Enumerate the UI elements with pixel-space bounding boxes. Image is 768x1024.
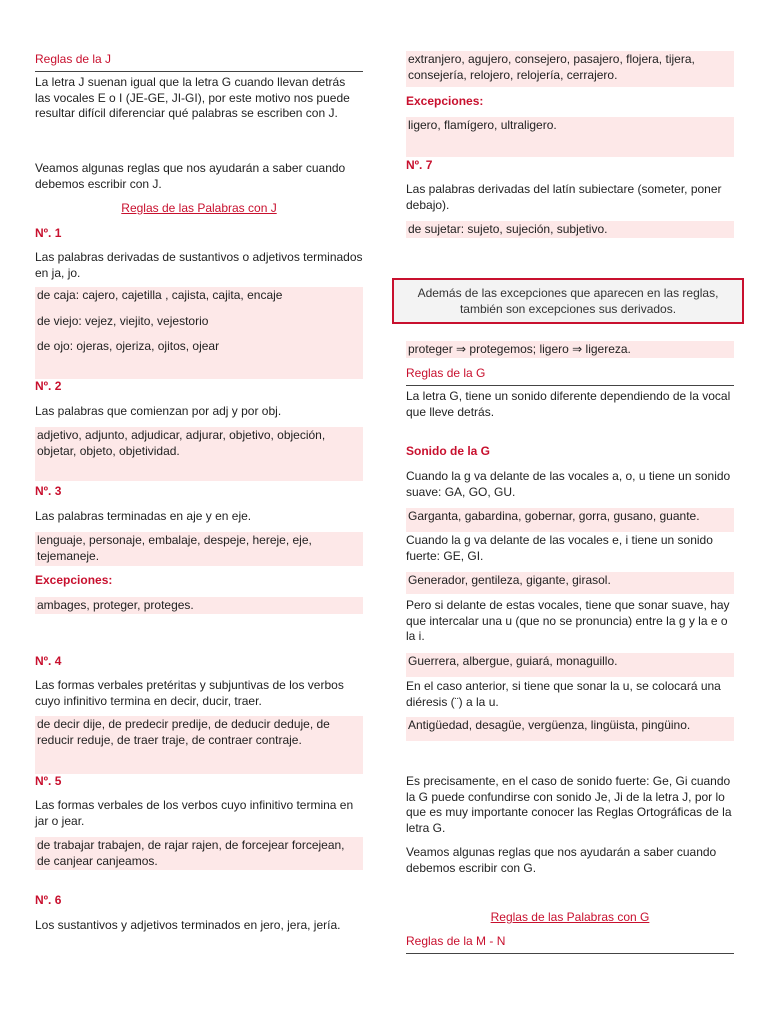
rule-5-examples: de trabajar trabajen, de rajar rajen, de forcejear forcejean, de canjear canjeamos.	[35, 837, 363, 870]
rule-4-examples: de decir dije, de predecir predije, de deducir deduje, de reducir reduje, de traer traje, de contraer contraje.	[35, 716, 363, 774]
section-title-mn: Reglas de la M - N	[406, 934, 734, 954]
rule-1-examples	[35, 287, 363, 379]
g-example: Garganta, gabardina, gobernar, gorra, gusano, guante.	[406, 508, 734, 532]
exceptions-text: ligero, flamígero, ultraligero.	[406, 117, 734, 157]
g-paragraph: Cuando la g va delante de las vocales a, o, u tiene un sonido suave: GA, GO, GU.	[406, 469, 731, 499]
rule-7-text: Las palabras derivadas del latín subiectare (someter, poner debajo).	[406, 182, 722, 212]
section-title-j: Reglas de la J	[35, 52, 363, 72]
rule-3-examples: lenguaje, personaje, embalaje, despeje, hereje, eje, tejemaneje.	[35, 532, 363, 566]
rule-6-text: Los sustantivos y adjetivos terminados en jero, jera, jería.	[35, 918, 341, 932]
rule-7-heading: Nº. 7	[406, 158, 433, 172]
derivatives-examples: proteger ⇒ protegemos; ligero ⇒ ligereza.	[406, 341, 734, 358]
exceptions-note-box: Además de las excepciones que aparecen en las reglas, también son excepciones sus derivados.	[392, 278, 744, 324]
intro-paragraph-2: Veamos algunas reglas que nos ayudarán a saber cuando debemos escribir con J.	[35, 161, 346, 191]
rules-j-link[interactable]: Reglas de las Palabras con J	[121, 201, 277, 215]
g-paragraph: Veamos algunas reglas que nos ayudarán a saber cuando debemos escribir con G.	[406, 845, 717, 875]
intro-paragraph: La letra J suenan igual que la letra G cuando llevan detrás las vocales E o I (JE-GE, JI-GI), por este motivo nos puede resultar difícil diferenciar qué palabras se escriben con J.	[35, 75, 350, 120]
rule-4-heading: Nº. 4	[35, 654, 62, 668]
rule-1-heading: Nº. 1	[35, 226, 62, 240]
rule-1-example: de viejo: vejez, viejito, vejestorio	[37, 313, 209, 328]
rule-4-text: Las formas verbales pretéritas y subjuntivas de los verbos cuyo infinitivo termina en decir, ducir, traer.	[35, 678, 344, 708]
g-example: Generador, gentileza, gigante, girasol.	[406, 572, 734, 594]
exceptions-text: ambages, proteger, proteges.	[35, 597, 363, 614]
rule-6-examples: extranjero, agujero, consejero, pasajero, flojera, tijera, consejería, relojero, relojería, cerrajero.	[406, 51, 734, 87]
exceptions-heading: Excepciones:	[406, 94, 484, 108]
g-example: Antigüedad, desagüe, vergüenza, lingüista, pingüino.	[406, 717, 734, 741]
g-paragraph: Es precisamente, en el caso de sonido fuerte: Ge, Gi cuando la G puede confundirse con sonido Je, Ji de la letra J, por lo que es muy importante conocer las Reglas Ortográficas de la letra G.	[406, 774, 732, 835]
rule-7-examples: de sujetar: sujeto, sujeción, subjetivo.	[406, 221, 734, 238]
g-paragraph: En el caso anterior, si tiene que sonar la u, se colocará una diéresis (¨) a la u.	[406, 679, 721, 709]
rule-6-heading: Nº. 6	[35, 893, 62, 907]
g-example: Guerrera, albergue, guiará, monaguillo.	[406, 653, 734, 677]
rule-5-heading: Nº. 5	[35, 774, 62, 788]
rule-2-text: Las palabras que comienzan por adj y por obj.	[35, 404, 282, 418]
rules-g-link[interactable]: Reglas de las Palabras con G	[490, 910, 650, 924]
rule-1-text: Las palabras derivadas de sustantivos o adjetivos terminados en ja, jo.	[35, 250, 363, 280]
rule-2-heading: Nº. 2	[35, 379, 62, 393]
rule-1-example: de ojo: ojeras, ojeriza, ojitos, ojear	[37, 339, 220, 353]
g-paragraph: Cuando la g va delante de las vocales e, i tiene un sonido fuerte: GE, GI.	[406, 533, 713, 563]
g-paragraph: Pero si delante de estas vocales, tiene que sonar suave, hay que intercalar una u (que no se pronuncia) entre la g y la e o la i.	[406, 598, 730, 643]
exceptions-heading: Excepciones:	[35, 573, 113, 587]
rule-5-text: Las formas verbales de los verbos cuyo infinitivo termina en jar o jear.	[35, 798, 354, 828]
section-title-g: Reglas de la G	[406, 366, 734, 386]
rule-2-examples: adjetivo, adjunto, adjudicar, adjurar, objetivo, objeción, objetar, objeto, objetividad.	[35, 427, 363, 481]
rule-3-heading: Nº. 3	[35, 484, 62, 498]
rule-3-text: Las palabras terminadas en aje y en eje.	[35, 509, 252, 523]
rule-1-example: de caja: cajero, cajetilla , cajista, cajita, encaje	[37, 288, 283, 302]
g-intro: La letra G, tiene un sonido diferente dependiendo de la vocal que lleve detrás.	[406, 389, 731, 419]
g-sound-heading: Sonido de la G	[406, 444, 491, 458]
